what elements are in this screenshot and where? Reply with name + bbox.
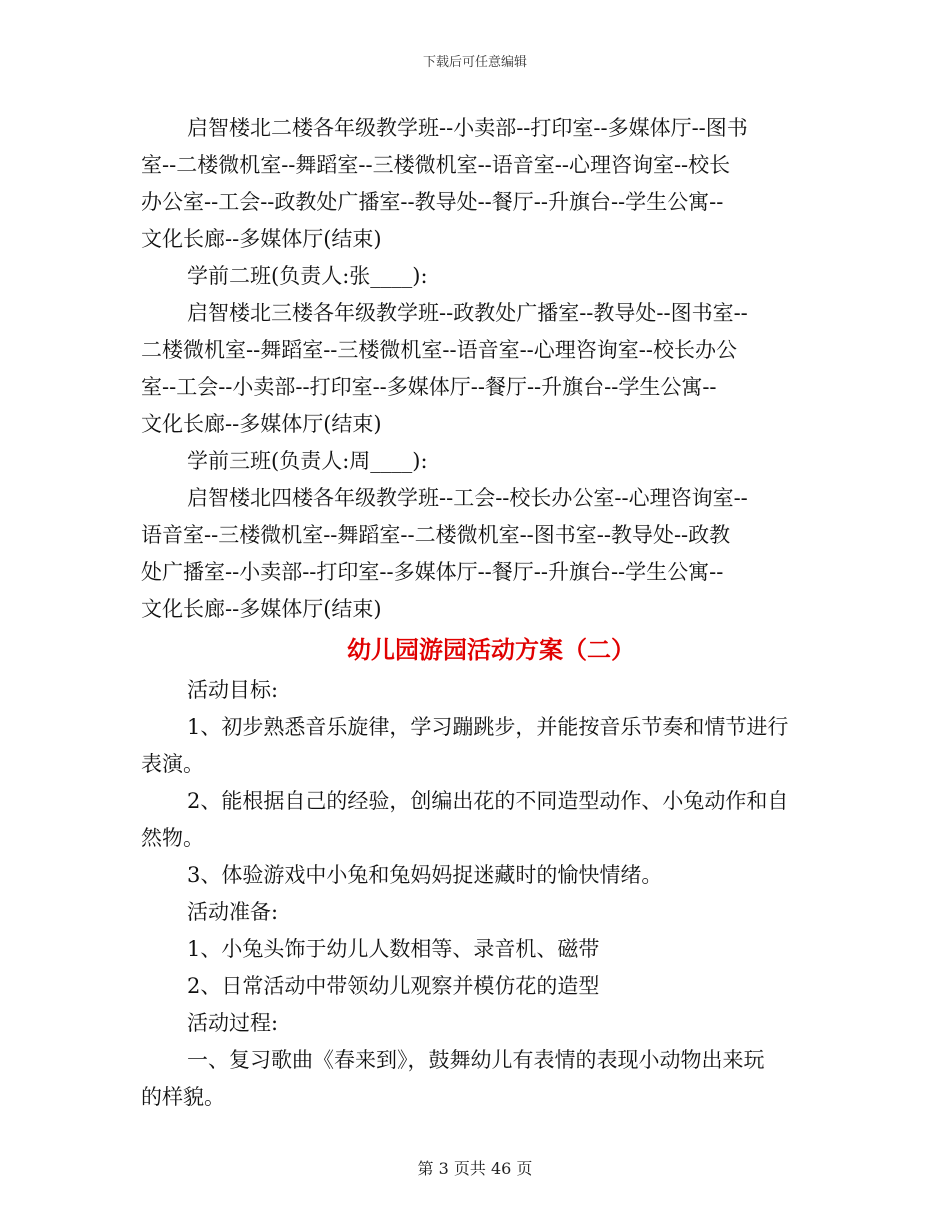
- text-line: 一、复习歌曲《春来到》，鼓舞幼儿有表情的表现小动物出来玩: [187, 1048, 765, 1072]
- text-line: 启智楼北四楼各年级教学班--工会--校长办公室--心理咨询室--: [187, 486, 748, 510]
- text-line: 活动目标:: [187, 678, 279, 702]
- text-line: 二楼微机室--舞蹈室--三楼微机室--语音室--心理咨询室--校长办公: [141, 338, 737, 362]
- text-line: 1、初步熟悉音乐旋律，学习蹦跳步，并能按音乐节奏和情节进行: [187, 715, 789, 739]
- text-line: 处广播室--小卖部--打印室--多媒体厅--餐厅--升旗台--学生公寓--: [141, 560, 724, 584]
- text-line: 文化长廊--多媒体厅(结束): [141, 597, 382, 621]
- text-line: 活动准备:: [187, 900, 279, 924]
- text-line: 表演。: [141, 752, 204, 776]
- text-line: 的样貌。: [141, 1085, 225, 1109]
- text-line: 启智楼北三楼各年级教学班--政教处广播室--教导处--图书室--: [187, 301, 748, 325]
- document-body: [141, 110, 811, 1116]
- text-line: 2、能根据自己的经验，创编出花的不同造型动作、小兔动作和自: [187, 789, 789, 813]
- text-line: 活动过程:: [187, 1011, 279, 1035]
- text-line: 3、体验游戏中小兔和兔妈妈捉迷藏时的愉快情绪。: [187, 863, 663, 887]
- text-line: 学前二班(负责人:张____):: [187, 264, 428, 288]
- text-line: 文化长廊--多媒体厅(结束): [141, 412, 382, 436]
- page-header: 下载后可任意编辑: [422, 55, 527, 70]
- text-line: 学前三班(负责人:周____):: [187, 449, 428, 473]
- section-title: 幼儿园游园活动方案（二）: [347, 636, 635, 664]
- text-line: 1、小兔头饰于幼儿人数相等、录音机、磁带: [187, 937, 600, 961]
- text-line: 文化长廊--多媒体厅(结束): [141, 227, 382, 251]
- text-line: 室--工会--小卖部--打印室--多媒体厅--餐厅--升旗台--学生公寓--: [141, 375, 717, 399]
- text-line: 然物。: [141, 826, 204, 850]
- page-footer: 第 3 页共 46 页: [417, 1159, 533, 1178]
- text-line: 2、日常活动中带领幼儿观察并模仿花的造型: [187, 974, 600, 998]
- text-line: 办公室--工会--政教处广播室--教导处--餐厅--升旗台--学生公寓--: [141, 190, 724, 214]
- text-line: 语音室--三楼微机室--舞蹈室--二楼微机室--图书室--教导处--政教: [141, 523, 731, 547]
- text-line: 启智楼北二楼各年级教学班--小卖部--打印室--多媒体厅--图书: [187, 116, 748, 140]
- text-line: 室--二楼微机室--舞蹈室--三楼微机室--语音室--心理咨询室--校长: [141, 153, 731, 177]
